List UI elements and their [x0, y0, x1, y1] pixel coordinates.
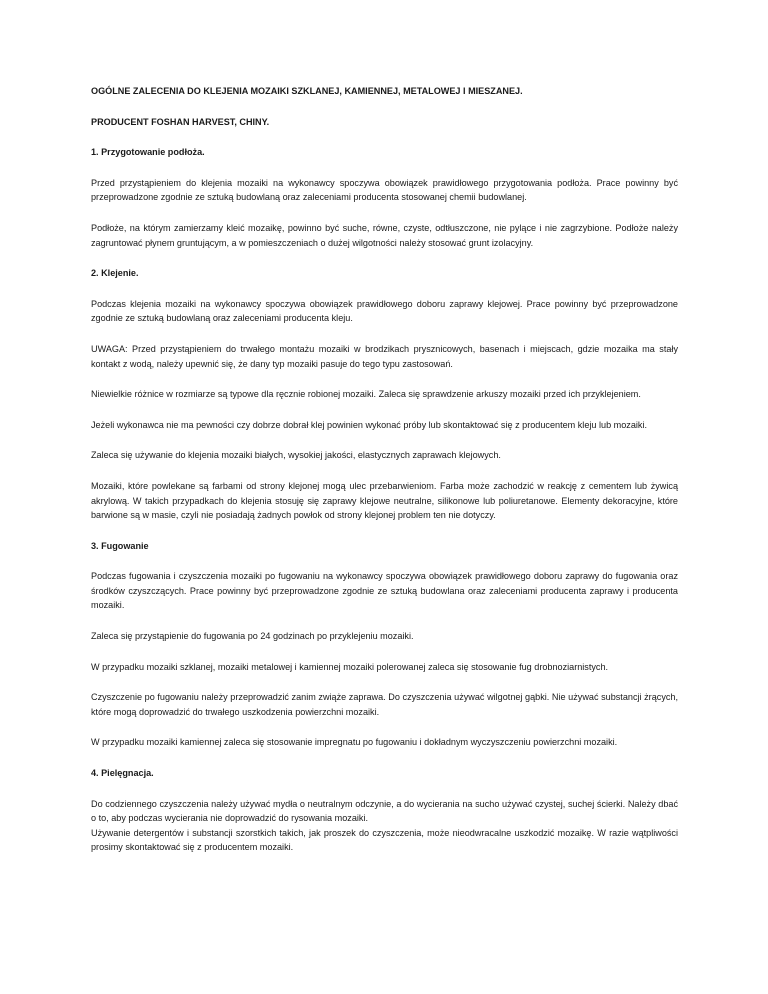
section-paragraph: Zaleca się używanie do klejenia mozaiki białych, wysokiej jakości, elastycznych zaprawach klejowych.: [91, 450, 501, 461]
section-paragraph: Niewielkie różnice w rozmiarze są typowe dla ręcznie robionej mozaiki. Zaleca się sprawdzenie arkuszy mozaiki przed ich przyklejeniem.: [91, 389, 641, 400]
section-paragraph: Do codziennego czyszczenia należy używać mydła o neutralnym odczynie, a do wycierania na sucho używać czystej, suchej ścierki. Należy dbać o to, aby podczas wycierania nie doprowadzić do rysowania mozaiki.: [91, 798, 678, 824]
section-heading-gluing: 2. Klejenie.: [91, 268, 139, 279]
producer-line: PRODUCENT FOSHAN HARVEST, CHINY.: [91, 116, 270, 127]
section-paragraph: Mozaiki, które powlekane są farbami od strony klejonej mogą ulec przebarwieniom. Farba może zachodzić w reakcję z cementem lub żywicą akrylową. W takich przypadkach do klejenia stosuję się zaprawy klejowe neutralne, silikonowe lub poliuretanowe. Elementy dekoracyjne, które barwione są w masie, czyli nie posiadają żadnych powłok od strony klejonej problem ten nie dotyczy.: [91, 480, 678, 521]
section-paragraph: Zaleca się przystąpienie do fugowania po 24 godzinach po przyklejeniu mozaiki.: [91, 631, 414, 642]
document-title: OGÓLNE ZALECENIA DO KLEJENIA MOZAIKI SZKLANEJ, KAMIENNEJ, METALOWEJ I MIESZANEJ.: [91, 86, 523, 96]
section-heading-grouting: 3. Fugowanie: [91, 540, 149, 551]
section-paragraph: Podłoże, na którym zamierzamy kleić mozaikę, powinno być suche, równe, czyste, odtłuszczone, nie pylące i nie zagrzybione. Podłoże należy zagruntować płynem gruntującym, a w pomieszczeniach o dużej wilgotności należy stosować grunt izolacyjny.: [91, 222, 678, 248]
section-paragraph: Przed przystąpieniem do klejenia mozaiki na wykonawcy spoczywa obowiązek prawidłowego przygotowania podłoża. Prace powinny być przeprowadzone zgodnie ze sztuką budowlaną oraz zaleceniami producenta stosowanej chemii budowlanej.: [91, 177, 678, 203]
warning-paragraph: UWAGA: Przed przystąpieniem do trwałego montażu mozaiki w brodzikach prysznicowych, basenach i miejscach, gdzie mozaika ma stały kontakt z wodą, należy upewnić się, że dany typ mozaiki pasuje do tego typu zastosowań.: [91, 343, 678, 369]
section-paragraph: Używanie detergentów i substancji szorstkich takich, jak proszek do czyszczenia, może nieodwracalne uszkodzić mozaikę. W razie wątpliwości prosimy skontaktować się z producentem mozaiki.: [91, 827, 678, 853]
section-paragraph: Czyszczenie po fugowaniu należy przeprowadzić zanim zwiąże zaprawa. Do czyszczenia używać wilgotnej gąbki. Nie używać substancji żrących, które mogą doprowadzić do trwałego uszkodzenia powierzchni mozaiki.: [91, 692, 678, 717]
section-heading-care: 4. Pielęgnacja.: [91, 768, 154, 779]
section-paragraph: W przypadku mozaiki szklanej, mozaiki metalowej i kamiennej mozaiki polerowanej zaleca się stosowanie fug drobnoziarnistych.: [91, 661, 609, 672]
section-paragraph: Jeżeli wykonawca nie ma pewności czy dobrze dobrał klej powinien wykonać próby lub skontaktować się z producentem kleju lub mozaiki.: [91, 419, 648, 430]
section-paragraph: W przypadku mozaiki kamiennej zaleca się stosowanie impregnatu po fugowaniu i dokładnym wyczyszczeniu powierzchni mozaiki.: [91, 737, 618, 748]
section-heading-preparation: 1. Przygotowanie podłoża.: [91, 147, 205, 158]
section-paragraph: Podczas klejenia mozaiki na wykonawcy spoczywa obowiązek prawidłowego doboru zaprawy klejowej. Prace powinny być przeprowadzone zgodnie ze sztuką budowlaną oraz zaleceniami producenta kleju.: [91, 298, 678, 324]
section-paragraph: Podczas fugowania i czyszczenia mozaiki po fugowaniu na wykonawcy spoczywa obowiązek prawidłowego doboru zaprawy do fugowania oraz środków czyszczących. Prace powinny być przeprowadzone zgodnie ze sztuką budowlana oraz zaleceniami producenta zaprawy i producenta mozaiki.: [91, 571, 678, 611]
document-page: [91, 84, 678, 871]
